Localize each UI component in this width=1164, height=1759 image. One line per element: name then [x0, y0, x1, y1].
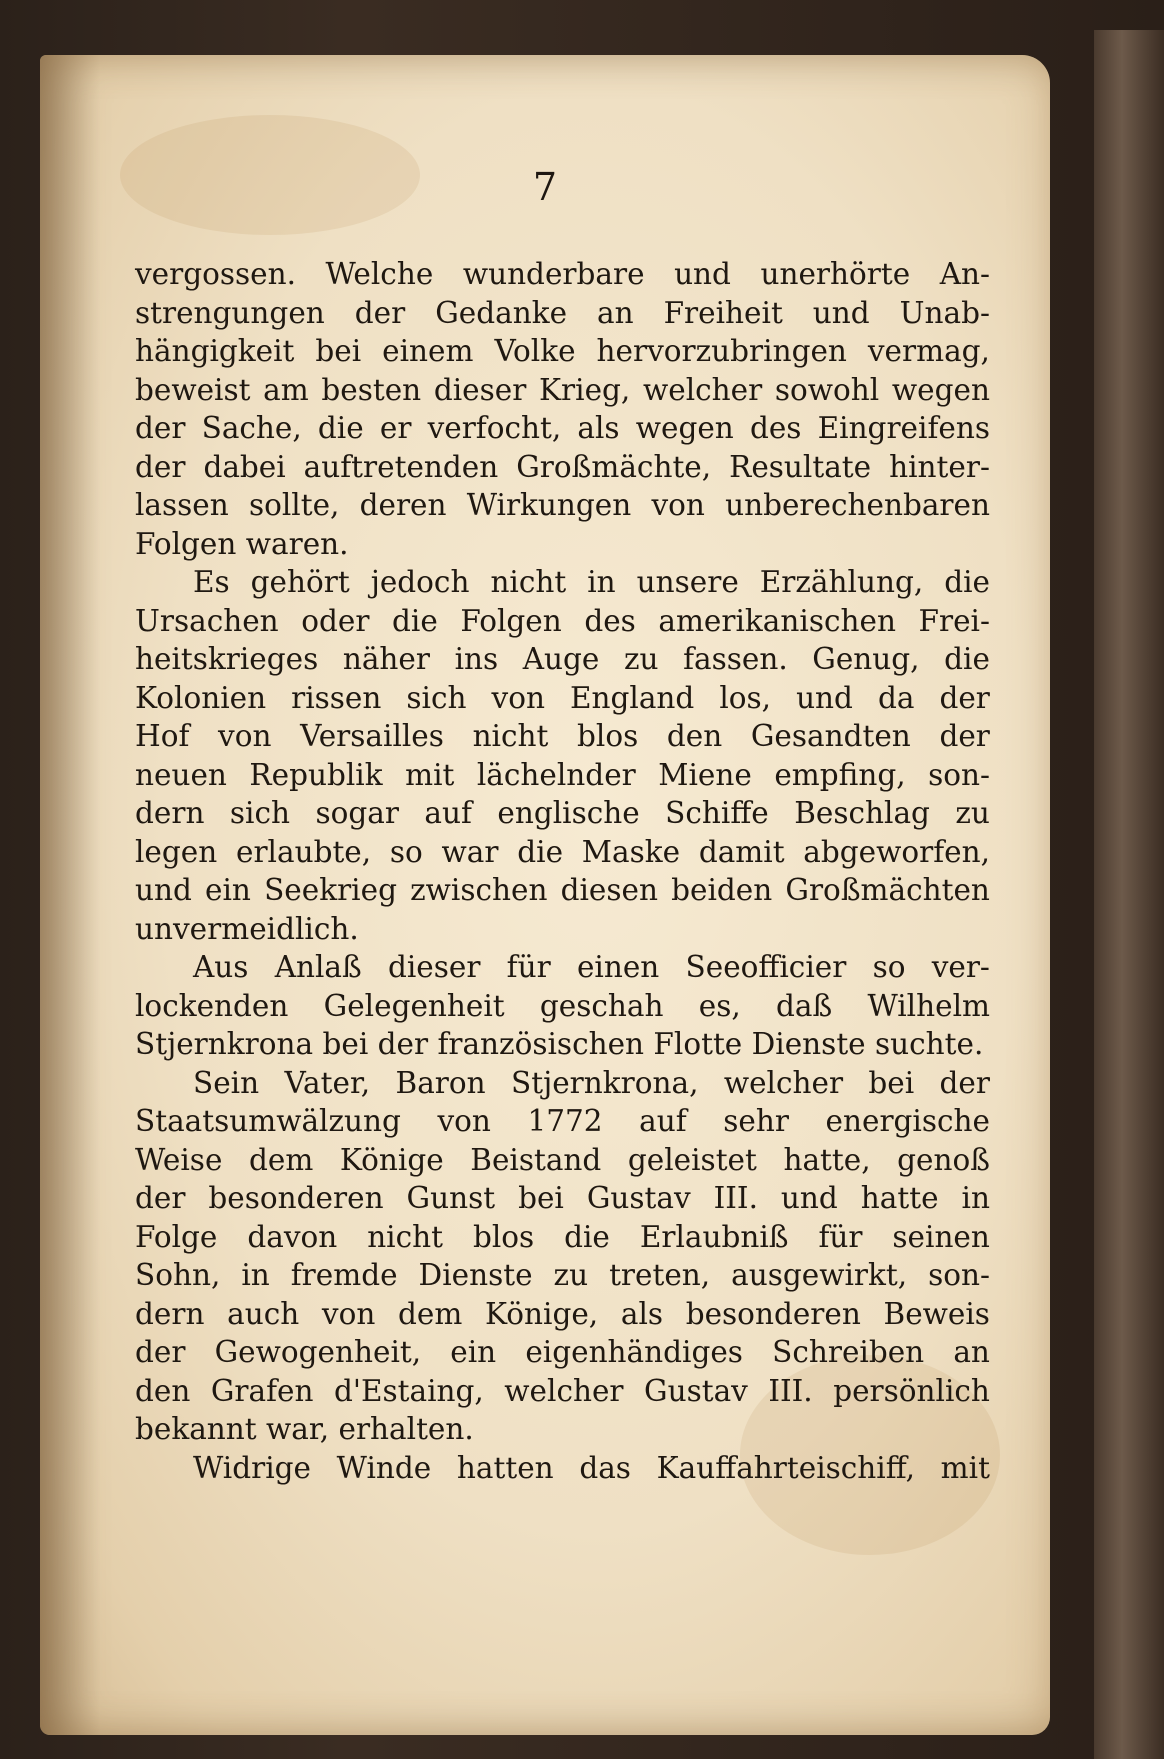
- word: Ursachen: [135, 603, 279, 638]
- text-line: [135, 1179, 990, 1218]
- word: der: [939, 680, 990, 715]
- word: der: [135, 1181, 186, 1215]
- word: Maske: [581, 834, 681, 869]
- word: deren: [359, 488, 447, 522]
- word: und: [674, 257, 731, 291]
- word: An-: [939, 257, 990, 291]
- word: Welche: [325, 257, 434, 291]
- word: treten,: [609, 1258, 711, 1292]
- word: und: [796, 680, 853, 715]
- word: welcher: [504, 1373, 624, 1408]
- word: Grafen: [210, 1373, 314, 1408]
- word: England: [569, 680, 695, 715]
- word: Gustav: [644, 1373, 748, 1408]
- word: beiden: [671, 873, 773, 907]
- word: genoß: [897, 1142, 990, 1177]
- word: und: [780, 1181, 838, 1215]
- word: Gelegenheit: [323, 988, 505, 1023]
- word: Unab-: [899, 295, 990, 330]
- word: vermag,: [867, 334, 990, 368]
- word: Auge: [522, 642, 600, 676]
- word: auf: [424, 796, 472, 830]
- word: legen: [135, 834, 218, 869]
- word: einen: [576, 950, 660, 984]
- word: beweist: [135, 372, 251, 407]
- word: amerikanischen: [658, 603, 896, 638]
- word: oder: [301, 603, 370, 638]
- word: das: [579, 1450, 631, 1485]
- word: von: [437, 1104, 491, 1138]
- word: Sohn,: [135, 1258, 221, 1292]
- text-line: [135, 371, 990, 410]
- word: einem: [382, 334, 474, 368]
- word: so: [872, 950, 906, 984]
- word: sehr: [723, 1104, 789, 1138]
- word: von: [321, 1296, 376, 1331]
- word: III.: [768, 1373, 813, 1408]
- text-line: [135, 987, 990, 1026]
- word: hinter-: [889, 449, 990, 484]
- word: bei: [518, 1181, 564, 1215]
- word: fassen.: [683, 642, 788, 676]
- word: die: [392, 603, 438, 638]
- word: sogar: [315, 796, 399, 830]
- body-text: [135, 255, 990, 1487]
- word: Könige,: [485, 1296, 599, 1331]
- word: ausgewirkt,: [731, 1258, 908, 1292]
- text-line: unvermeidlich.: [135, 911, 359, 946]
- text-line: [135, 871, 990, 910]
- word: daß: [776, 988, 833, 1023]
- word: Beschlag: [794, 796, 930, 830]
- word: abgeworfen,: [803, 834, 990, 869]
- word: die: [564, 1219, 610, 1254]
- word: unerhörte: [760, 257, 911, 291]
- word: ein: [450, 1335, 497, 1369]
- text-line: Stjernkrona bei der französischen Flotte Dienste suchte.: [135, 1027, 984, 1061]
- word: hatten: [456, 1450, 554, 1485]
- word: Gustav: [586, 1181, 691, 1215]
- word: hervorzubringen: [596, 334, 847, 368]
- word: der: [354, 295, 406, 330]
- word: Sache,: [201, 411, 302, 445]
- text-line: [135, 1295, 990, 1334]
- text-line: [135, 255, 990, 294]
- text-line: [135, 1218, 990, 1257]
- word: nicht: [490, 565, 567, 599]
- word: damit: [698, 834, 785, 869]
- word: der: [135, 449, 186, 484]
- text-line: [135, 332, 990, 371]
- word: an: [953, 1335, 990, 1369]
- text-line: [135, 1449, 990, 1488]
- word: eigenhändiges: [525, 1335, 743, 1369]
- word: son-: [928, 1258, 990, 1292]
- word: geschah: [539, 988, 664, 1023]
- word: des: [584, 603, 636, 638]
- word: Staatsumwälzung: [135, 1104, 401, 1138]
- word: für: [818, 1219, 863, 1254]
- word: so: [389, 834, 423, 869]
- word: sowohl: [774, 372, 880, 407]
- word: lächelnder: [476, 757, 636, 792]
- word: Folge: [135, 1219, 218, 1254]
- word: Winde: [336, 1450, 432, 1485]
- word: bei: [868, 1065, 915, 1100]
- word: Seekrieg: [264, 873, 397, 907]
- word: von: [218, 719, 272, 753]
- word: nicht: [472, 719, 549, 753]
- word: lockenden: [135, 988, 289, 1023]
- word: englische: [497, 796, 640, 830]
- word: dem: [398, 1296, 463, 1331]
- word: Schiffe: [665, 796, 769, 830]
- word: Republik: [249, 757, 383, 792]
- word: Frei-: [918, 603, 990, 638]
- word: für: [506, 950, 551, 984]
- word: dabei: [203, 449, 286, 484]
- word: der: [135, 1335, 186, 1369]
- word: d'Estaing,: [333, 1373, 484, 1408]
- word: sich: [406, 680, 467, 715]
- word: besonderen: [685, 1296, 861, 1331]
- word: gehört: [250, 565, 350, 599]
- text-line: [135, 1256, 990, 1295]
- word: wunderbare: [462, 257, 645, 291]
- text-line: [135, 717, 990, 756]
- word: wegen: [891, 372, 990, 407]
- word: Es: [193, 565, 230, 599]
- word: Eingreifens: [817, 411, 990, 445]
- word: Versailles: [300, 719, 444, 753]
- word: bei: [315, 334, 362, 368]
- word: den: [135, 1373, 191, 1408]
- word: Anlaß: [274, 950, 362, 984]
- word: welcher: [642, 372, 763, 407]
- word: dern: [135, 1296, 205, 1331]
- text-line: [135, 294, 990, 333]
- word: Könige: [339, 1142, 444, 1177]
- word: Gunst: [406, 1181, 496, 1215]
- word: Gesandten: [750, 719, 911, 753]
- word: Wilhelm: [867, 988, 990, 1023]
- word: Großmächten: [785, 873, 990, 907]
- word: zu: [623, 642, 659, 676]
- word: an: [597, 295, 634, 330]
- word: zu: [955, 796, 990, 830]
- word: Hof: [135, 719, 190, 753]
- word: der: [939, 1065, 990, 1100]
- word: hatte,: [783, 1142, 871, 1177]
- word: die: [944, 642, 990, 676]
- word: Gewogenheit,: [214, 1335, 422, 1369]
- word: verfocht,: [427, 411, 562, 445]
- word: geleistet: [627, 1142, 757, 1177]
- word: des: [749, 411, 802, 445]
- word: heitskrieges: [135, 642, 319, 676]
- word: fremde: [290, 1258, 398, 1292]
- word: Baron: [395, 1065, 486, 1100]
- word: Weise: [135, 1142, 223, 1177]
- word: lassen: [135, 488, 229, 522]
- word: ein: [205, 873, 251, 907]
- word: seinen: [892, 1219, 990, 1254]
- word: strengungen: [135, 295, 325, 330]
- word: energische: [825, 1104, 990, 1138]
- word: in: [241, 1258, 270, 1292]
- text-line: [135, 486, 990, 525]
- text-line: [135, 1372, 990, 1411]
- word: Krieg,: [539, 372, 631, 407]
- word: Gedanke: [435, 295, 568, 330]
- word: jedoch: [370, 565, 470, 599]
- word: es,: [698, 988, 741, 1023]
- word: son-: [928, 757, 990, 792]
- word: mit: [405, 757, 455, 792]
- word: die: [317, 411, 364, 445]
- word: vergossen.: [135, 257, 296, 291]
- text-line: [135, 679, 990, 718]
- word: nicht: [367, 1219, 443, 1254]
- word: auf: [639, 1104, 687, 1138]
- word: los,: [719, 680, 772, 715]
- word: wegen: [635, 411, 734, 445]
- word: blos: [577, 719, 639, 753]
- word: Kolonien: [135, 680, 267, 715]
- word: Beistand: [470, 1142, 602, 1177]
- word: war: [441, 834, 499, 869]
- word: als: [620, 1296, 664, 1331]
- word: und: [812, 295, 870, 330]
- word: der: [939, 719, 990, 753]
- word: ver-: [931, 950, 990, 984]
- text-line: [135, 602, 990, 641]
- word: auch: [227, 1296, 300, 1331]
- word: sich: [229, 796, 291, 830]
- word: Aus: [193, 950, 249, 984]
- word: blos: [472, 1219, 535, 1254]
- word: dem: [248, 1142, 314, 1177]
- word: rissen: [291, 680, 382, 715]
- word: III.: [713, 1181, 758, 1215]
- word: Stjernkrona,: [511, 1065, 699, 1100]
- word: Wirkungen: [466, 488, 632, 522]
- word: auftretenden: [303, 449, 499, 484]
- text-line: [135, 833, 990, 872]
- text-line: [135, 640, 990, 679]
- text-line: [135, 1333, 990, 1372]
- word: Vater,: [284, 1065, 371, 1100]
- text-line: bekannt war, erhalten.: [135, 1412, 474, 1446]
- word: neuen: [135, 757, 227, 792]
- word: erlaubte,: [235, 834, 372, 869]
- word: in: [961, 1181, 990, 1215]
- word: hatte: [860, 1181, 939, 1215]
- word: besonderen: [208, 1181, 384, 1215]
- word: Schreiben: [772, 1335, 925, 1369]
- word: diesen: [560, 873, 658, 907]
- word: Folgen: [460, 603, 562, 638]
- text-line: [135, 756, 990, 795]
- text-line: [135, 563, 990, 602]
- word: näher: [342, 642, 430, 676]
- page-number: 7: [532, 165, 558, 209]
- word: persönlich: [833, 1373, 990, 1408]
- text-line: [135, 1102, 990, 1141]
- word: Kauffahrteischiff,: [656, 1450, 916, 1485]
- word: Genug,: [812, 642, 920, 676]
- word: Seeofficier: [685, 950, 847, 984]
- word: Sein: [193, 1065, 260, 1100]
- word: empfing,: [774, 757, 906, 792]
- word: welcher: [723, 1065, 844, 1100]
- word: zu: [553, 1258, 589, 1292]
- word: Resultate: [729, 449, 872, 484]
- word: Erlaubniß: [639, 1219, 789, 1254]
- word: zwischen: [410, 873, 548, 907]
- word: mit: [940, 1450, 990, 1485]
- text-line: [135, 794, 990, 833]
- text-line: [135, 948, 990, 987]
- word: ins: [454, 642, 499, 676]
- text-line: [135, 1064, 990, 1103]
- word: da: [877, 680, 915, 715]
- word: unsere: [636, 565, 739, 599]
- word: er: [379, 411, 412, 445]
- word: hängigkeit: [135, 334, 295, 368]
- word: dieser: [433, 372, 527, 407]
- cover-edge: [1094, 30, 1164, 1759]
- word: die: [517, 834, 564, 869]
- word: dieser: [387, 950, 481, 984]
- word: den: [666, 719, 723, 753]
- page-gutter-shadow: [40, 55, 100, 1735]
- text-line: [135, 448, 990, 487]
- text-line: [135, 409, 990, 448]
- word: 1772: [527, 1104, 603, 1138]
- word: davon: [247, 1219, 338, 1254]
- text-line: Folgen waren.: [135, 526, 349, 561]
- word: Widrige: [193, 1450, 311, 1485]
- word: besten: [321, 372, 422, 407]
- word: Beweis: [883, 1296, 990, 1331]
- word: die: [944, 565, 990, 599]
- word: und: [135, 873, 192, 907]
- word: in: [587, 565, 616, 599]
- word: Miene: [658, 757, 752, 792]
- word: von: [491, 680, 545, 715]
- word: am: [263, 372, 309, 407]
- word: sollte,: [248, 488, 340, 522]
- word: Großmächte,: [516, 449, 712, 484]
- word: als: [577, 411, 620, 445]
- word: Freiheit: [663, 295, 783, 330]
- book-page: [40, 55, 1050, 1735]
- text-line: [135, 1141, 990, 1180]
- word: der: [135, 411, 186, 445]
- word: unberechenbaren: [725, 488, 990, 522]
- word: Volke: [494, 334, 576, 368]
- word: Dienste: [418, 1258, 533, 1292]
- word: Erzählung,: [759, 565, 924, 599]
- word: von: [651, 488, 705, 522]
- word: dern: [135, 796, 205, 830]
